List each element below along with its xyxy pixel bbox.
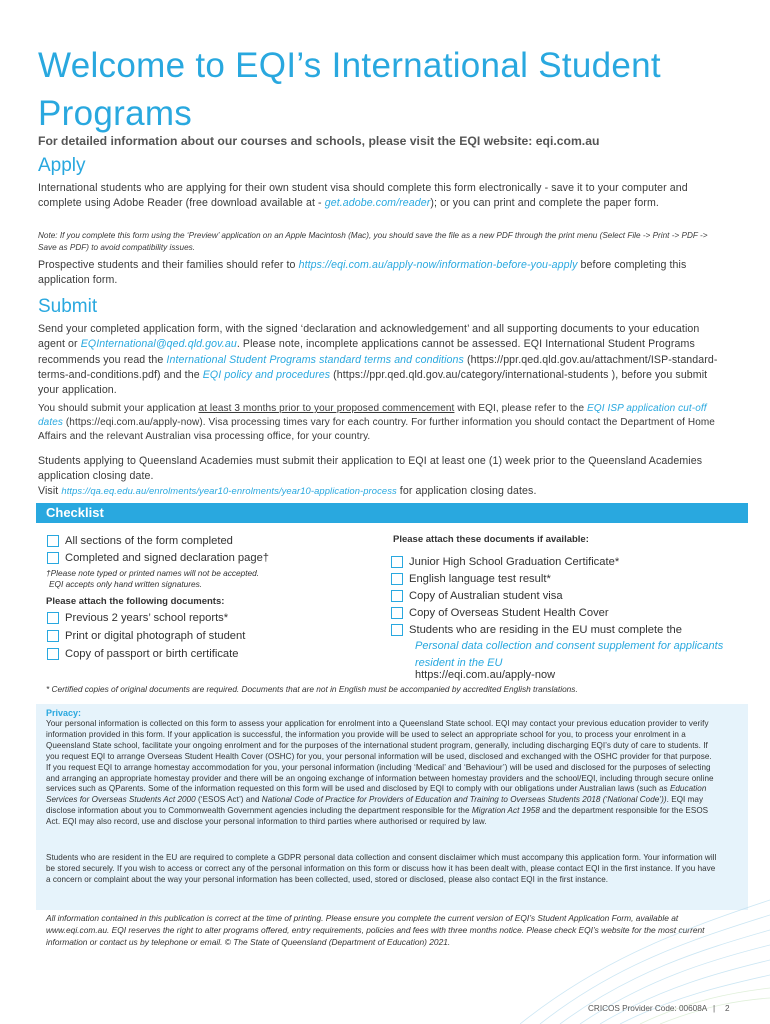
checklist-item-label: Print or digital photograph of student [65, 630, 246, 642]
national-code-title: National Code of Practice for Providers of Education and Training to Overseas Students 2018 (‘National Code’)) [261, 795, 667, 805]
cricos-code: CRICOS Provider Code: 00608A [588, 1004, 708, 1013]
intro-text: For detailed information about our courses and schools, please visit the EQI website: eqi.com.au [38, 134, 600, 148]
submit-heading: Submit [38, 296, 98, 317]
privacy-paragraph-2: Students who are resident in the EU are required to complete a GDPR personal data collection and consent disclaimer which must accompany this application form. Your information will be stored securely. If you wish to access or correct any of the personal information on this form or discuss how it has been dealt with, please contact EQI in the first instance. If you have a concern or complaint about the way your personal information has been collected, used, stored or disclosed, please also contact EQI in the first instance. [46, 853, 717, 884]
checklist-item [391, 570, 736, 587]
submit-text-1: Send your completed application form, with the signed ‘declaration and acknowledgement’ and all supporting documents to your education agent or [38, 323, 700, 351]
submit-underlined: at least 3 months prior to your proposed commencement [198, 403, 455, 414]
email-link[interactable]: EQInternational@qed.qld.gov.au [80, 338, 237, 351]
checklist-left-top [47, 532, 367, 566]
esos-act-title: Education Services for Overseas Students Act 2000 [46, 784, 707, 805]
checklist-item [47, 609, 367, 627]
submit-paragraph-1 [38, 322, 728, 398]
page-title: Welcome to EQI’s International Student Programs [38, 46, 661, 133]
separator: | [713, 1004, 716, 1013]
submit-paragraph-3: Students applying to Queensland Academies must submit their application to EQI at least one (1) week prior to the Queensland Academies application closing date. [38, 455, 703, 483]
submit-text-6: with EQI, please refer to the [454, 403, 588, 414]
submit-text-5: You should submit your application [38, 403, 199, 414]
terms-link[interactable]: International Student Programs standard terms and conditions [166, 353, 464, 366]
privacy-text-4: and the department responsible for the ESOS Act. EQI may also record, use and disclose your personal information to third parties where authorised or required by law. [46, 806, 709, 827]
checklist-item-label: Previous 2 years’ school reports* [65, 612, 229, 624]
checkbox[interactable] [391, 624, 403, 636]
page-number: 2 [725, 1004, 730, 1013]
checklist-item [391, 587, 736, 604]
submit-text-2: . Please note, incomplete applications cannot be assessed. EQI International Student Programs recommends you read the [38, 338, 695, 366]
dagger-note-2: EQI accepts only hand written signatures. [49, 579, 203, 589]
apply-text-2: ); or you can print and complete the paper form. [430, 197, 659, 210]
submit-paragraph-4 [38, 483, 738, 499]
checkbox[interactable] [391, 590, 403, 602]
checkbox[interactable] [47, 648, 59, 660]
privacy-text-1: Your personal information is collected on this form to assess your application for enrolment into a Queensland State school. EQI may contact your previous education provider to verify information provided in this form. If your application is successful, the information you provide will be used to select an appropriate school for you, to process your enrolment in a Queensland State school, facilitate your ongoing enrolment and for the purposes of the international student program, generally, including discharging EQI’s duty of care to students. If you request EQI to arrange Overseas Student Health Cover (OSHC) for you, your personal information will be used, disclosed and exchanged with the OSHC provider for that purpose. If you request EQI to arrange homestay accommodation for you, your personal information (including ‘Medical’ and ‘Behaviour’) will be used and disclosed for the purposes of selecting and arranging an appropriate homestay provider and there will be an ongoing exchange of information between homestay providers and the school/EQI, including through secure online services such as QParents. Some of the information requested on this form will be used and disclosed by EQI to comply with our obligations under Australian laws (such as [46, 719, 714, 794]
eu-url: https://eqi.com.au/apply-now [415, 669, 556, 681]
apply-text-1: International students who are applying for their own student visa should complete this form electronically - save it to your computer and complete using Adobe Reader (free download available at - [38, 182, 688, 210]
checklist-item-label: Copy of Australian student visa [409, 589, 563, 602]
submit-text-9: for application closing dates. [396, 485, 537, 497]
checkbox[interactable] [47, 535, 59, 547]
certified-note: * Certified copies of original documents are required. Documents that are not in English must be accompanied by accredited English translations. [46, 684, 578, 694]
submit-text-7: (https://eqi.com.au/apply-now). Visa processing times vary for each country. For further information you should contact the Department of Home Affairs and the relevant Australian visa processing office, for your country. [38, 417, 715, 442]
checkbox[interactable] [391, 607, 403, 619]
checklist-heading: Checklist [46, 505, 104, 520]
checklist-item-label: Copy of passport or birth certificate [65, 648, 239, 660]
policy-link[interactable]: EQI policy and procedures [202, 368, 331, 381]
submit-text-4: (https://ppr.qed.qld.gov.au/category/international-students ), before you submit your application. [38, 368, 708, 397]
privacy-paragraph-1 [46, 719, 718, 828]
checkbox[interactable] [47, 612, 59, 624]
checklist-item-label: English language test result* [409, 572, 551, 585]
adobe-link[interactable]: get.adobe.com/reader [324, 197, 431, 210]
checklist-right-docs [391, 553, 736, 638]
apply-paragraph [38, 181, 728, 212]
checklist-item [47, 645, 367, 663]
migration-act-title: Migration Act 1958 [471, 806, 540, 816]
footer-note: All information contained in this publication is correct at the time of printing. Please ensure you complete the current version of EQI’s Student Application Form, available at www.eqi.com.au. EQI reserves the right to alter programs offered, entry requirements, policies and fees with three months notice. Please check EQI’s website for the most current information or contact us by telephone or email. © The State of Queensland (Department of Education) 2021. [46, 913, 705, 948]
checkbox[interactable] [47, 552, 59, 564]
checkbox[interactable] [391, 573, 403, 585]
dagger-note-1: †Please note typed or printed names will not be accepted. [46, 568, 260, 578]
checklist-item [391, 604, 736, 621]
apply-paragraph-2 [38, 258, 728, 289]
privacy-heading: Privacy: [46, 708, 82, 718]
submit-paragraph-2 [38, 402, 728, 444]
submit-text-8: Visit [38, 485, 62, 497]
info-before-apply-link[interactable]: https://eqi.com.au/apply-now/information-before-you-apply [298, 259, 578, 271]
cutoff-link[interactable]: EQI ISP application cut-off dates [38, 403, 707, 428]
privacy-text-3: . EQI may disclose information about you to Commonwealth Government agencies including the department responsible for the [46, 795, 704, 816]
apply-heading: Apply [38, 155, 86, 176]
checkbox[interactable] [47, 630, 59, 642]
checklist-left-docs [47, 609, 367, 663]
privacy-text-2: (‘ESOS Act’) and [195, 795, 262, 805]
checklist-item-label: All sections of the form completed [65, 534, 233, 547]
right-attach-heading: Please attach these documents if available: [393, 534, 589, 545]
checkbox[interactable] [391, 556, 403, 568]
checklist-item [391, 553, 736, 570]
checklist-item [47, 549, 367, 566]
qa-link[interactable]: https://qa.eq.edu.au/enrolments/year10-enrolments/year10-application-process [61, 485, 397, 496]
eu-supplement-link[interactable]: Personal data collection and consent supplement for applicants resident in the EU [415, 640, 724, 669]
checklist-item [47, 532, 367, 549]
checklist-item-label: Junior High School Graduation Certificate* [409, 555, 620, 568]
checklist-header [36, 503, 748, 523]
attach-heading: Please attach the following documents: [46, 596, 225, 607]
checklist-item [47, 627, 367, 645]
apply-text-4: before completing this application form. [38, 259, 687, 287]
apply-text-3: Prospective students and their families should refer to [38, 259, 299, 271]
checklist-item-label: Completed and signed declaration page† [65, 551, 270, 564]
apply-note: Note: If you complete this form using the ‘Preview’ application on an Apple Macintosh (Mac), you should save the file as a new PDF through the print menu (Select File -> Print -> PDF -> Save as PDF) to avoid compatibility issues. [38, 231, 708, 252]
checklist-item [391, 621, 736, 638]
submit-text-3: (https://ppr.qed.qld.gov.au/attachment/ISP-standard-terms-and-conditions.pdf) and the [38, 353, 718, 381]
checklist-item-label: Students who are residing in the EU must complete the [409, 623, 682, 636]
checklist-item-label: Copy of Overseas Student Health Cover [409, 606, 609, 619]
decorative-swoosh [520, 840, 770, 1024]
